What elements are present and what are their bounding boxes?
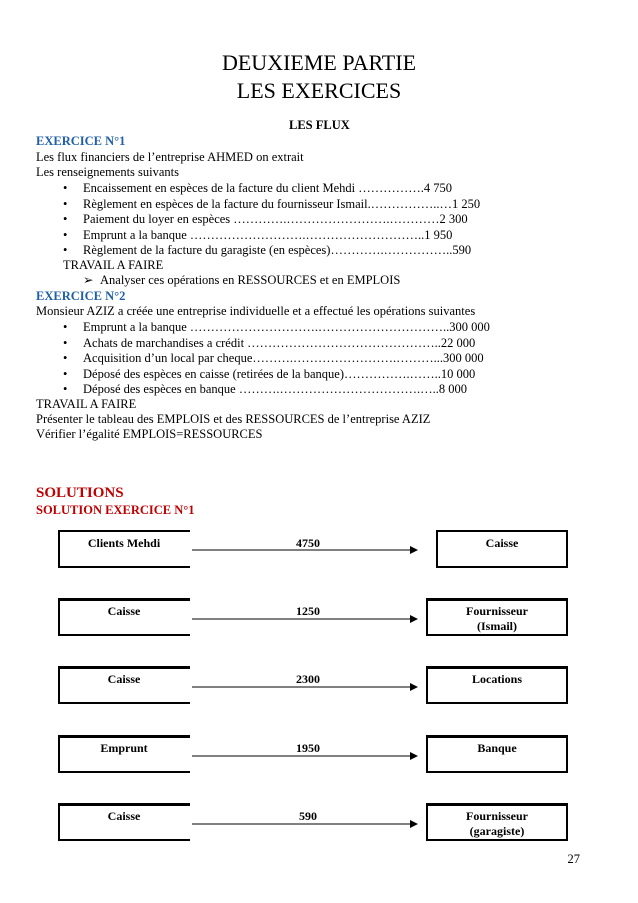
flow-amount-label: 1250 [296,604,320,618]
list-item: • Acquisition d’un local par cheque……….…………………….………...300 000 [56,351,490,367]
flow-amount-label: 4750 [296,536,320,550]
flow-row [58,735,568,773]
exercise2-intro: Monsieur AZIZ a créée une entreprise individuelle et a effectué les opérations suivantes [36,304,476,318]
exercise2-work-label: TRAVAIL A FAIRE [36,397,137,411]
exercise2-work-line1: Présenter le tableau des EMPLOIS et des RESSOURCES de l’entreprise AZIZ [36,412,431,426]
page-number: 27 [567,852,580,866]
list-item: • Achats de marchandises a crédit ………………………………………..22 000 [56,336,490,352]
list-item: • Règlement de la facture du garagiste (en espèces)………….……………..590 [56,243,480,259]
flow-amount-label: 2300 [296,672,320,686]
solution1-heading: SOLUTION EXERCICE N°1 [36,503,195,517]
solutions-heading: SOLUTIONS [36,485,124,501]
exercise1-work-item: ➢ Analyser ces opérations en RESSOURCES et en EMPLOIS [83,273,401,287]
list-item: • Déposé des espèces en caisse (retirées de la banque)…………….……..10 000 [56,367,490,383]
page-title-line2: LES EXERCICES [236,78,402,103]
flow-arrow-icon [58,666,568,704]
flow-target-label: Fournisseur (Ismail) [465,604,528,633]
list-item: • Emprunt a la banque ………………………….…………………………..300 000 [56,320,490,336]
flow-source-label: Caisse [107,672,141,686]
exercise2-list [56,320,490,398]
flow-source-label: Caisse [107,809,141,823]
exercise1-intro-line1: Les flux financiers de l’entreprise AHMED on extrait [36,150,304,164]
exercise2-work-line2: Vérifier l’égalité EMPLOIS=RESSOURCES [36,427,263,441]
flow-arrow-icon [58,598,568,636]
flow-arrow-icon [58,530,568,568]
exercise1-list [56,181,480,259]
flow-target-label: Caisse [485,536,519,550]
section-heading: LES FLUX [289,118,350,132]
list-item: • Paiement du loyer en espèces ………….…………………….…………2 300 [56,212,480,228]
list-item: • Déposé des espèces en banque ……….…………………………….…..8 000 [56,382,490,398]
flow-target-label: Banque [477,741,517,755]
flow-arrow-icon [58,735,568,773]
list-item: • Emprunt a la banque ……………………….………………………..1 950 [56,228,480,244]
flow-arrow-icon [58,803,568,841]
exercise2-heading: EXERCICE N°2 [36,289,126,303]
flow-row [58,666,568,704]
exercise1-work-label: TRAVAIL A FAIRE [63,258,164,272]
flow-row [58,530,568,568]
flow-target-label: Locations [471,672,522,686]
flow-source-label: Clients Mehdi [87,536,161,550]
flow-row [58,598,568,636]
flow-amount-label: 590 [299,809,317,823]
flow-amount-label: 1950 [296,741,320,755]
arrow-bullet-icon: ➢ [83,273,94,287]
flow-source-label: Caisse [107,604,141,618]
list-item: • Encaissement en espèces de la facture du client Mehdi …………….4 750 [56,181,480,197]
list-item: • Règlement en espèces de la facture du fournisseur Ismail.……………..…1 250 [56,197,480,213]
flow-row [58,803,568,841]
flow-target-label: Fournisseur (garagiste) [465,809,528,838]
exercise1-intro-line2: Les renseignements suivants [36,165,180,179]
flow-source-label: Emprunt [100,741,148,755]
page-title-line1: DEUXIEME PARTIE [221,50,417,75]
exercise1-heading: EXERCICE N°1 [36,134,126,148]
